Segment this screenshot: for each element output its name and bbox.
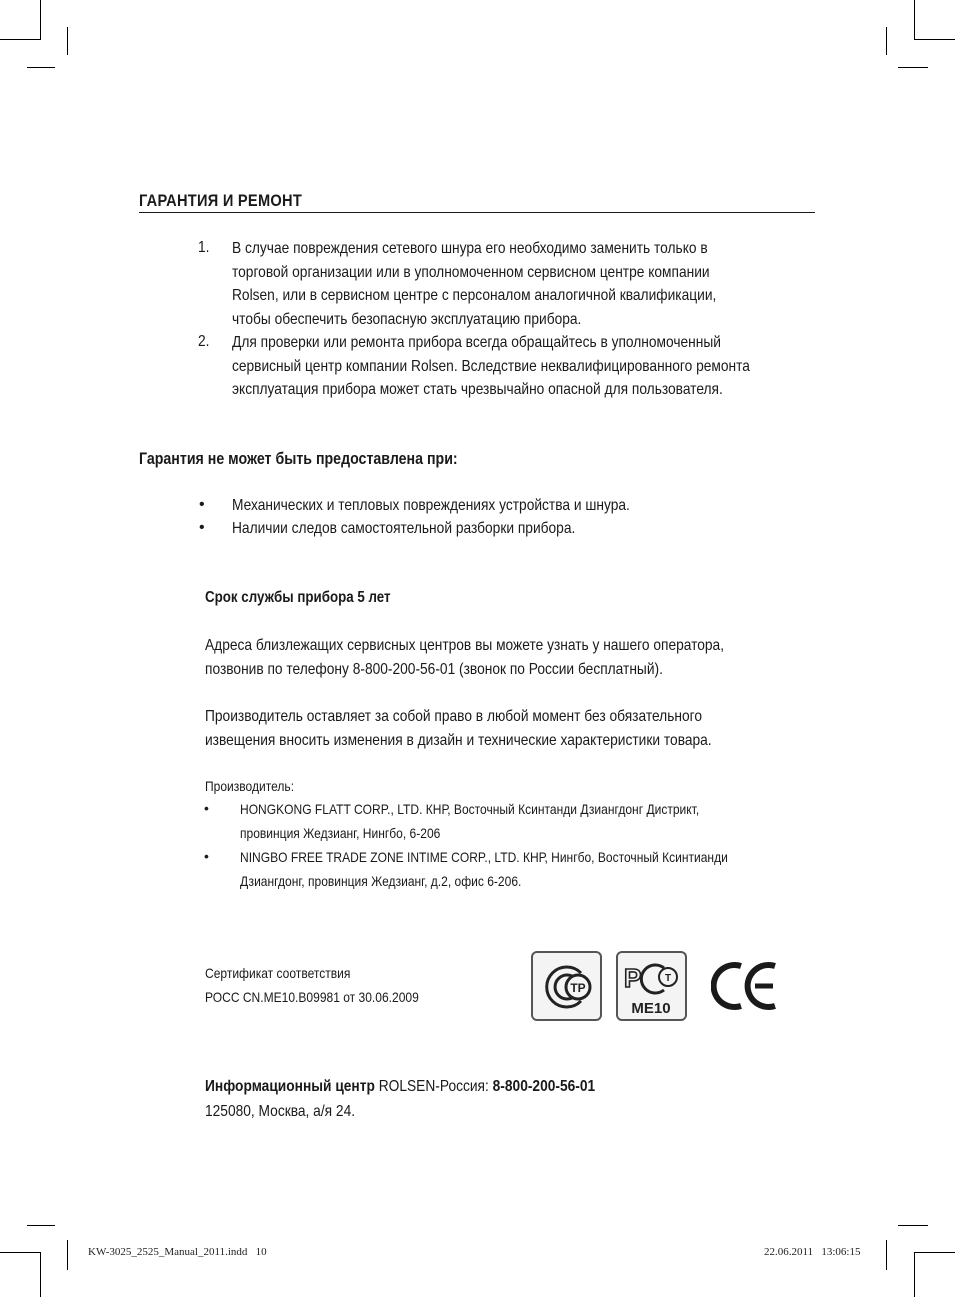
gost-r-certification-icon xyxy=(531,951,602,1021)
section-title: ГАРАНТИЯ И РЕМОНТ xyxy=(139,191,303,210)
list-line: сервисный центр компании Rolsen. Вследствие неквалифицированного ремонта xyxy=(232,357,750,375)
gost-mark-text: ТР xyxy=(570,981,586,995)
certificate-label: Сертификат соответствия xyxy=(205,965,351,981)
paragraph-line: позвонив по телефону 8-800-200-56-01 (звонок по России бесплатный). xyxy=(205,660,663,678)
paragraph-line: извещения вносить изменения в дизайн и технические характеристики товара. xyxy=(205,731,712,749)
rights-text xyxy=(205,705,712,752)
certificate-block xyxy=(205,961,419,1009)
manufacturer-item-1 xyxy=(240,797,699,845)
pct-certification-icon xyxy=(616,951,687,1021)
section-divider xyxy=(139,212,815,213)
pct-code-text: ME10 xyxy=(631,1000,671,1017)
service-life: Срок службы прибора 5 лет xyxy=(205,589,391,606)
manufacturer-line: провинция Жедзианг, Нингбо, 6-206 xyxy=(240,825,441,841)
bullet: • xyxy=(204,800,209,816)
list-item-1 xyxy=(232,237,716,331)
list-line: Rolsen, или в сервисном центре с персоналом аналогичной квалификации, xyxy=(232,287,717,304)
no-warranty-item: Механических и тепловых повреждениях устройства и шнура. xyxy=(232,497,630,514)
footer-datetime: 22.06.2011 13:06:15 xyxy=(764,1246,861,1258)
service-centers-text xyxy=(205,634,724,681)
info-center-brand: ROLSEN-Россия: xyxy=(374,1078,493,1095)
list-number: 2. xyxy=(198,333,210,350)
paragraph-line: Производитель оставляет за собой право в любой момент без обязательного xyxy=(205,708,702,725)
list-line: эксплуатация прибора может стать чрезвычайно опасной для пользователя. xyxy=(232,381,723,398)
list-number: 1. xyxy=(198,239,210,256)
ce-mark-icon xyxy=(711,960,779,1012)
manufacturer-line: Дзиангдонг, провинция Жедзианг, д.2, офис 6-206. xyxy=(240,873,522,889)
svg-text:Т: Т xyxy=(664,973,672,984)
info-center-address: 125080, Москва, а/я 24. xyxy=(205,1103,356,1120)
manufacturer-line: NINGBO FREE TRADE ZONE INTIME CORP., LTD. КНР, Нингбо, Восточный Ксинтианди xyxy=(240,849,728,865)
paragraph-line: Адреса близлежащих сервисных центров вы можете узнать у нашего оператора, xyxy=(205,637,725,654)
bullet: • xyxy=(199,496,205,513)
list-line: чтобы обеспечить безопасную эксплуатацию прибора. xyxy=(232,310,582,328)
list-line: торговой организации или в уполномоченном сервисном центре компании xyxy=(232,263,710,281)
bullet: • xyxy=(199,519,205,536)
manufacturer-item-2 xyxy=(240,845,728,893)
bullet: • xyxy=(204,848,209,864)
info-center-label: Информационный центр xyxy=(205,1078,375,1095)
manufacturer-label: Производитель: xyxy=(205,778,295,794)
info-center-line xyxy=(205,1078,595,1096)
certificate-number: РОСС CN.ME10.B09981 от 30.06.2009 xyxy=(205,989,419,1005)
no-warranty-item: Наличии следов самостоятельной разборки прибора. xyxy=(232,520,576,537)
footer-filename: KW-3025_2525_Manual_2011.indd 10 xyxy=(88,1246,267,1258)
info-center-phone: 8-800-200-56-01 xyxy=(492,1078,596,1095)
list-item-2 xyxy=(232,331,750,402)
manufacturer-line: HONGKONG FLATT CORP., LTD. КНР, Восточный Ксинтанди Дзиангдонг Дистрикт, xyxy=(240,801,700,817)
list-line: Для проверки или ремонта прибора всегда обращайтесь в уполномоченный xyxy=(232,334,721,351)
no-warranty-title: Гарантия не может быть предоставлена при: xyxy=(139,450,458,468)
svg-text:Р: Р xyxy=(624,963,642,993)
list-line: В случае повреждения сетевого шнура его необходимо заменить только в xyxy=(232,240,708,257)
